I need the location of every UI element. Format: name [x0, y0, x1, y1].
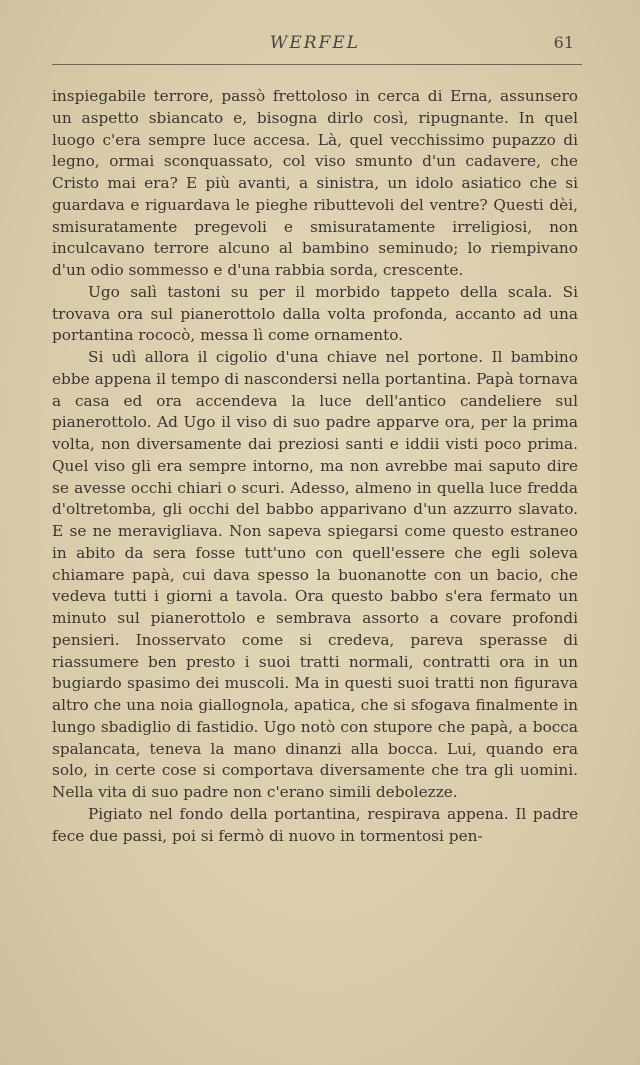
- paragraph: Ugo salì tastoni su per il morbido tappeto della scala. Si trovava ora sul pianerottolo dalla volta profonda, accanto ad una portantina rococò, messa lì come ornamento.: [52, 282, 578, 345]
- header-rule: [52, 64, 582, 65]
- paragraph: Si udì allora il cigolio d'una chiave nel portone. Il bambino ebbe appena il tempo di nascondersi nella portantina. Papà tornava a casa ed ora accendeva la luce dell'antico candeliere sul pianerottolo. Ad Ugo il viso di suo padre apparve ora, per la prima volta, non diversamente dai preziosi santi e iddii visti poco prima. Quel viso gli era sempre intorno, ma non avrebbe mai saputo dire se avesse occhi chiari o scuri. Adesso, almeno in quella luce fredda d'oltretomba, gli occhi del babbo apparivano d'un azzurro slavato. E se ne meravigliava. Non sapeva spiegarsi come questo estraneo in abito da sera fosse tutt'uno con quell'essere che egli soleva chiamare papà, cui dava spesso la buonanotte con un bacio, che vedeva tutti i giorni a tavola. Ora questo babbo s'era fermato un minuto sul pianerottolo e sembrava assorto a covare profondi pensieri. Inosservato come si credeva, pareva sperasse di riassumere ben presto i suoi tratti normali, contratti ora in un bugiardo spasimo dei muscoli. Ma in questi suoi tratti non figurava altro che una noia giallognola, apatica, che si sfogava finalmente in lungo sbadiglio di fastidio. Ugo notò con stupore che papà, a bocca spalancata, teneva la mano dinanzi alla bocca. Lui, quando era solo, in certe cose si comportava diversamente che tra gli uomini. Nella vita di suo padre non c'erano simili debolezze.: [52, 348, 578, 801]
- paragraph: inspiegabile terrore, passò frettoloso in cerca di Erna, assunsero un aspetto sbiancato e, bisogna dirlo così, ripugnante. In quel luogo c'era sempre luce accesa. Là, quel vecchissimo pupazzo di legno, ormai sconquassato, col viso smunto d'un cadavere, che Cristo mai era? E più avanti, a sinistra, un idolo asiatico che si guardava e riguardava le pieghe ributtevoli del ventre? Questi dèi, smisuratamente pregevoli e smisuratamente irreligiosi, non inculcavano terrore alcuno al bambino seminudo; lo riempivano d'un odio sommesso e d'una rabbia sorda, crescente.: [52, 87, 578, 279]
- running-head-author: WERFEL: [269, 33, 361, 53]
- page-number: 61: [553, 33, 574, 52]
- body-text: [52, 86, 578, 847]
- running-head: [0, 33, 640, 57]
- paragraph: Pigiato nel fondo della portantina, respirava appena. Il padre fece due passi, poi si fermò di nuovo in tormentosi pen-: [52, 804, 578, 845]
